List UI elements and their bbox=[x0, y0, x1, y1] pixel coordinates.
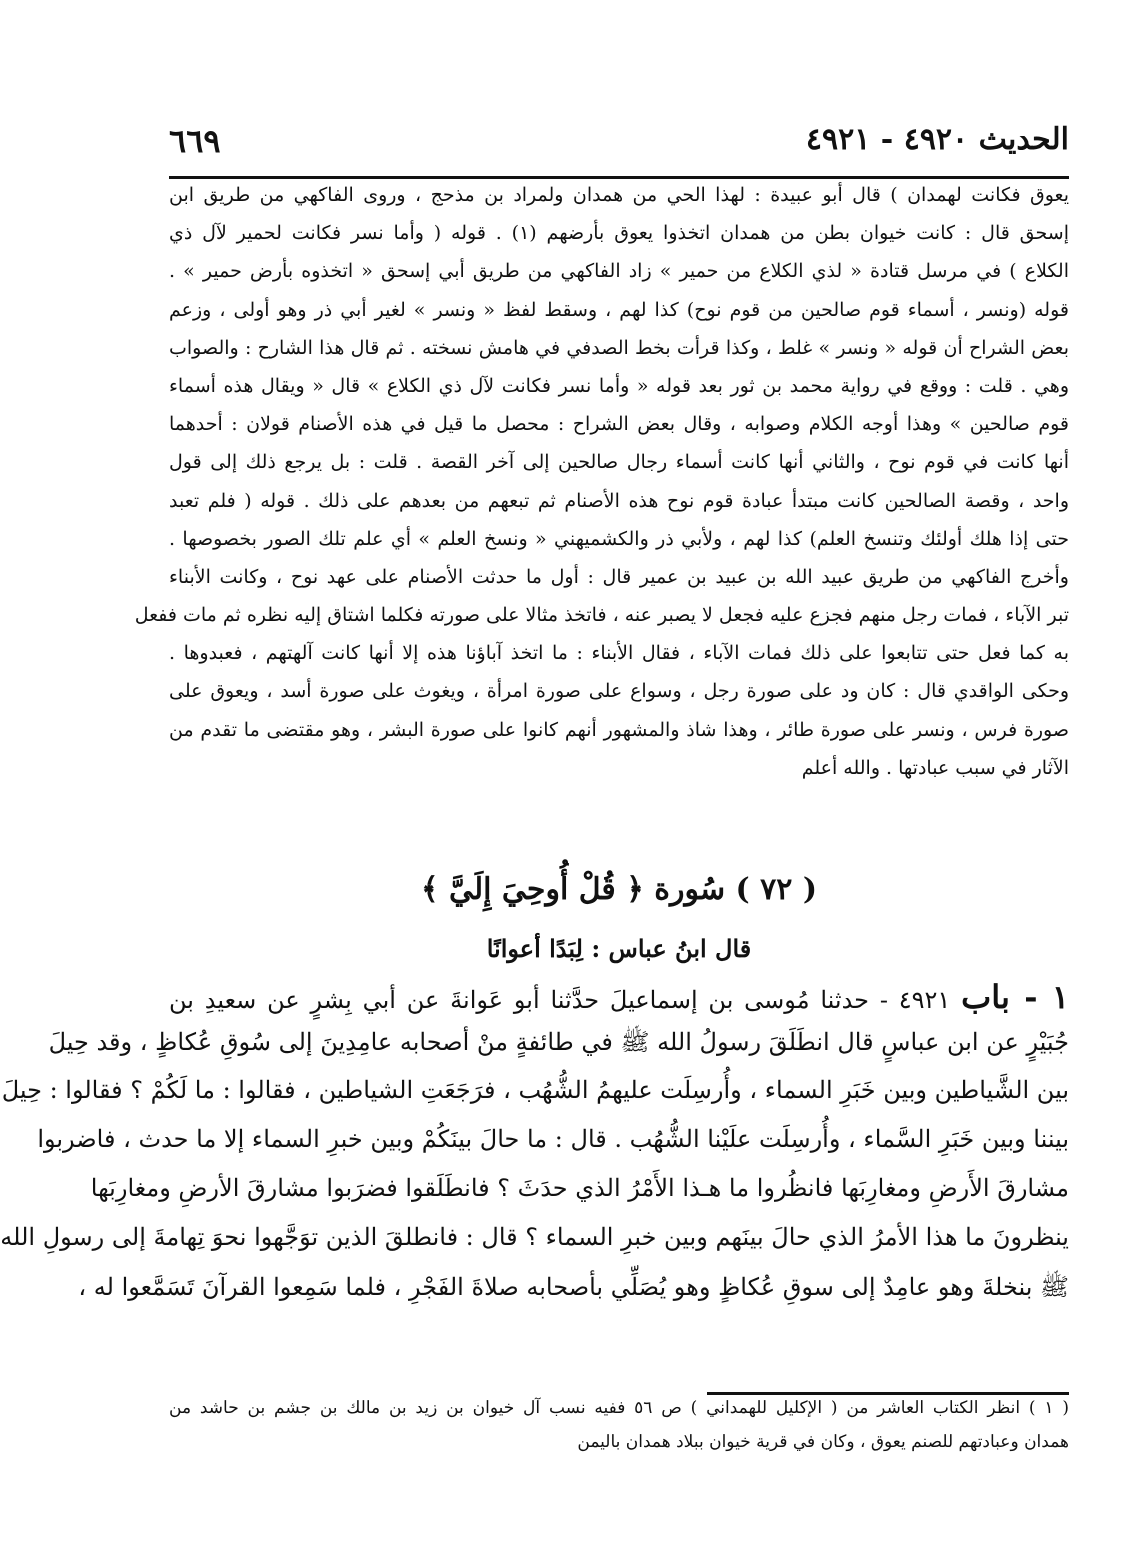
commentary-line: قوم صالحين » وهذا أوجه الكلام وصوابه ، وقال بعض الشراح : محصل ما قيل في هذه الأصنام قولان : أحدهما bbox=[169, 413, 1069, 436]
commentary-line: إسحق قال : كانت خيوان بطن من همدان اتخذوا يعوق بأرضهم (١) . قوله ( وأما نسر فكانت لحمير لآل ذي bbox=[169, 222, 1069, 245]
hadith-line-first bbox=[169, 978, 1069, 1027]
page-number: ٦٦٩ bbox=[169, 122, 221, 160]
commentary-line: وهي . قلت : ووقع في رواية محمد بن ثور بعد قوله « وأما نسر فكانت لآل ذي الكلاع » قال « ويقال هذه أسماء bbox=[169, 374, 1069, 397]
bab-label: ١ - باب bbox=[961, 978, 1069, 1016]
commentary-line: بعض الشراح أن قوله « ونسر » غلط ، وكذا قرأت بخط الصدفي في هامش نسخته . ثم قال هذا الشارح : والصواب bbox=[169, 336, 1069, 359]
commentary-line: وأخرج الفاكهي من طريق عبيد الله بن عبيد بن عمير قال : أول ما حدثت الأصنام على عهد نوح ، وكانت الأبناء bbox=[169, 565, 1069, 588]
footnote-line: ( ١ ) انظر الكتاب العاشر من ( الإكليل للهمداني ) ص ٥٦ ففيه نسب آل خيوان بن زيد بن مالك بن جشم بن حاشد من bbox=[169, 1398, 1069, 1418]
surah-subtitle: قال ابنُ عباس : لِبَدًا أعوانًا bbox=[486, 934, 752, 963]
running-head-hadith-range: الحديث ٤٩٢٠ - ٤٩٢١ bbox=[805, 122, 1069, 157]
page-header bbox=[169, 122, 1069, 178]
hadith-line: ﷺ بنخلةَ وهو عامِدٌ إلى سوقِ عُكاظٍ وهو يُصَلِّي بأصحابه صلاةَ الفَجْرِ ، فلما سَمِعوا القرآنَ تَسَمَّعوا له ، bbox=[78, 1273, 1069, 1301]
hadith-line: بين الشَّياطين وبين خَبَرِ السماء ، وأُرسِلَت عليهمُ الشُّهُب ، فرَجَعَتِ الشياطين ، فقالوا : ما لَكُمْ ؟ فقالوا : حِيلَ bbox=[1, 1076, 1069, 1104]
commentary-line: الآثار في سبب عبادتها . والله أعلم bbox=[801, 756, 1069, 779]
footnote-rule bbox=[707, 1392, 1069, 1395]
hadith-line: جُبَيْرٍ عن ابن عباسٍ قال انطَلَقَ رسولُ الله ﷺ في طائفةٍ منْ أصحابه عامِدِينَ إلى سُوقِ عُكاظٍ ، وقد حِيلَ bbox=[48, 1028, 1069, 1056]
commentary-line: وحكى الواقدي قال : كان ود على صورة رجل ، وسواع على صورة امرأة ، ويغوث على صورة أسد ، ويعوق على bbox=[169, 680, 1069, 703]
commentary-line: حتى إذا هلك أولئك وتنسخ العلم) كذا لهم ، ولأبي ذر والكشميهني « ونسخ العلم » أي علم تلك الصور بخصوصها . bbox=[169, 527, 1069, 550]
commentary-line: يعوق فكانت لهمدان ) قال أبو عبيدة : لهذا الحي من همدان ولمراد بن مذحج ، وروى الفاكهي من طريق ابن bbox=[169, 184, 1069, 206]
hadith-line: بيننا وبين خَبَرِ السَّماء ، وأُرسِلَت علَيْنا الشُّهُب . قال : ما حالَ بينَكُمْ وبين خبرِ السماء إلا ما حدث ، فاضربوا bbox=[37, 1125, 1069, 1153]
footnote-block bbox=[169, 1398, 1069, 1466]
commentary-line: أنها كانت في قوم نوح ، والثاني أنها كانت أسماء رجال صالحين إلى آخر القصة . قلت : بل يرجع ذلك إلى قول bbox=[169, 451, 1069, 474]
commentary-line: قوله (ونسر ، أسماء قوم صالحين من قوم نوح) كذا لهم ، وسقط لفظ « ونسر » لغير أبي ذر وهو أولى ، وزعم bbox=[169, 298, 1069, 321]
hadith-text: ٤٩٢١ - حدثنا مُوسى بن إسماعيلَ حدَّثنا أبو عَوانةَ عن أبي بِشرٍ عن سعيدِ بن bbox=[169, 986, 951, 1014]
hadith-line: مشارقَ الأَرضِ ومغارِبَها فانظُروا ما هـذا الأَمْرُ الذي حدَثَ ؟ فانطَلَقوا فضرَبوا مشارقَ الأرضِ ومغارِبَها bbox=[90, 1174, 1069, 1202]
hadith-block bbox=[0, 978, 1069, 1321]
commentary-line: واحد ، وقصة الصالحين كانت مبتدأ عبادة قوم نوح هذه الأصنام ثم تبعهم من بعدهم على ذلك . قوله ( فلم تعبد bbox=[169, 489, 1069, 512]
commentary-line: الكلاع ) في مرسل قتادة « لذي الكلاع من حمير » زاد الفاكهي من طريق أبي إسحق « اتخذوه بأرض حمير » . bbox=[169, 260, 1069, 283]
commentary-line: تبر الآباء ، فمات رجل منهم فجزع عليه فجعل لا يصبر عنه ، فاتخذ مثالا على صورته فكلما اشتاق إليه نظره ثم مات ففعل bbox=[134, 604, 1069, 627]
header-rule bbox=[169, 176, 1069, 179]
footnote-line: همدان وعبادتهم للصنم يعوق ، وكان في قرية خيوان ببلاد همدان باليمن bbox=[577, 1432, 1069, 1452]
surah-title: ( ٧٢ ) سُورة ﴿ قُلْ أُوحِيَ إِلَيَّ ﴾ bbox=[420, 872, 818, 907]
hadith-line: ينظرونَ ما هذا الأمرُ الذي حالَ بينَهم وبين خبرِ السماء ؟ قال : فانطلقَ الذين توَجَّهوا نحوَ تِهامةَ إلى رسولِ الله bbox=[0, 1223, 1069, 1251]
commentary-block bbox=[134, 184, 1069, 795]
commentary-line: صورة فرس ، ونسر على صورة طائر ، وهذا شاذ والمشهور أنهم كانوا على صورة البشر ، وهو مقتضى ما تقدم من bbox=[169, 718, 1069, 741]
commentary-line: به كما فعل حتى تتابعوا على ذلك فمات الآباء ، فقال الأبناء : ما اتخذ آباؤنا هذه إلا أنها كانت آلهتهم ، فعبدوها . bbox=[169, 642, 1069, 665]
